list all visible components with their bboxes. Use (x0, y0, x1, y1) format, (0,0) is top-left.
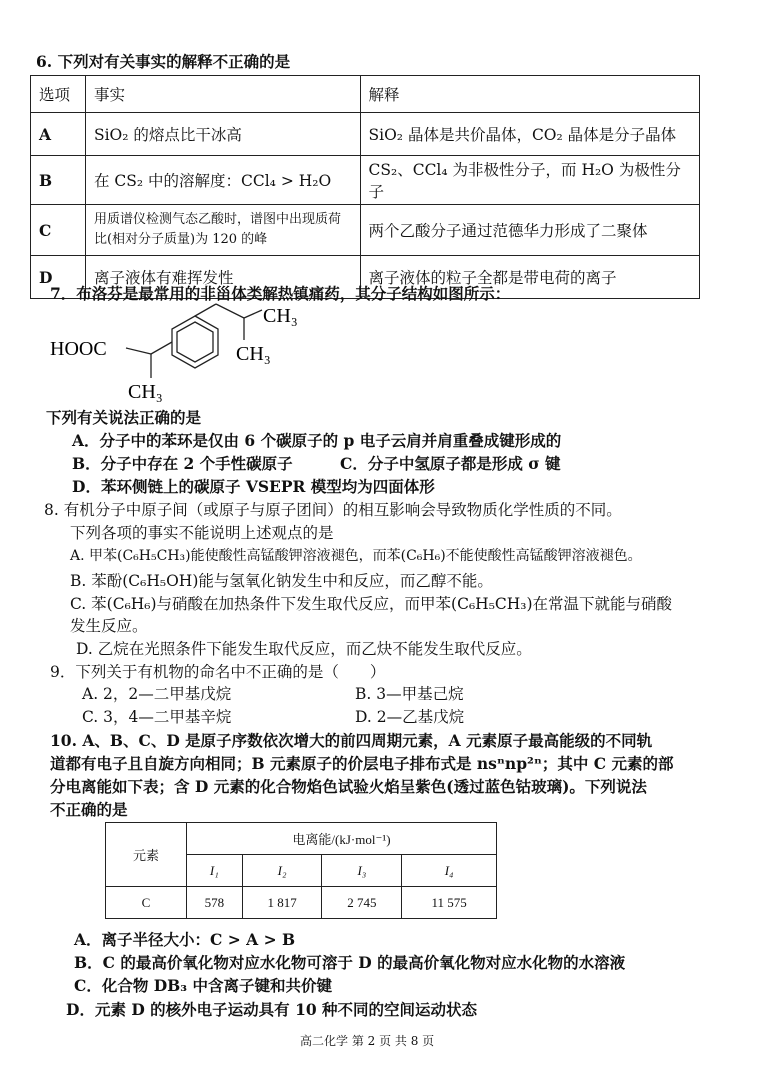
q6-row-explanation: CS₂、CCl₄ 为非极性分子，而 H₂O 为极性分子 (360, 156, 699, 205)
q8-stem-line1: 8. 有机分子中原子间（或原子与原子团间）的相互影响会导致物质化学性质的不同。 (44, 501, 622, 519)
q9-stem: 9．下列关于有机物的命名中不正确的是（ ） (50, 663, 386, 681)
q10-stem-line1: 10. A、B、C、D 是原子序数依次增大的前四周期元素，A 元素原子最高能级的不同轨 (50, 731, 653, 750)
ionization-energy-header: 电离能/(kJ·mol⁻¹) (187, 823, 497, 855)
q6-row-option: A (31, 113, 86, 156)
q6-row-explanation: 两个乙酸分子通过范德华力形成了二聚体 (360, 205, 699, 256)
q6-table (30, 75, 700, 299)
q6-header-fact: 事实 (85, 76, 360, 113)
q10-stem-line3: 分电离能如下表；含 D 元素的化合物焰色试验火焰呈紫色(透过蓝色钴玻璃)。下列说法 (50, 777, 647, 796)
q6-row-fact: SiO₂ 的熔点比干冰高 (85, 113, 360, 156)
i3-header: I₃ (322, 855, 402, 887)
hooc-label: HOOC (50, 338, 107, 360)
table-row (31, 156, 700, 205)
q7-option-a: A．分子中的苯环是仅由 6 个碳原子的 p 电子云肩并肩重叠成键形成的 (72, 431, 562, 450)
q9-option-c: C. 3，4—二甲基辛烷 (82, 708, 232, 726)
i1-header: I₁ (187, 855, 243, 887)
q6-header-explanation: 解释 (360, 76, 699, 113)
q10-stem-line4: 不正确的是 (50, 800, 128, 819)
q6-row-fact: 离子液体有难挥发性 (85, 256, 360, 299)
q6-row-fact: 在 CS₂ 中的溶解度：CCl₄ > H₂O (85, 156, 360, 205)
ibuprofen-structure (48, 300, 308, 404)
page-footer: 高二化学 第 2 页 共 8 页 (300, 1034, 435, 1048)
i2-header: I₂ (242, 855, 322, 887)
q9-option-b: B. 3—甲基己烷 (355, 685, 464, 703)
q10-option-b: B．C 的最高价氧化物对应水化物可溶于 D 的最高价氧化物对应水化物的水溶液 (74, 953, 626, 972)
q8-option-c-line1: C. 苯(C₆H₆)与硝酸在加热条件下发生取代反应，而甲苯(C₆H₅CH₃)在常温下就能与硝酸 (70, 595, 673, 613)
element-c-label: C (106, 887, 187, 919)
i2-value: 1 817 (242, 887, 322, 919)
table-row (106, 887, 497, 919)
element-header: 元素 (106, 823, 187, 887)
q6-row-option: D (31, 256, 86, 299)
ch3-mid-label: CH₃ (236, 343, 271, 365)
q8-option-b: B. 苯酚(C₆H₅OH)能与氢氧化钠发生中和反应，而乙醇不能。 (70, 572, 493, 590)
table-row (31, 205, 700, 256)
q6-row-explanation: 离子液体的粒子全都是带电荷的离子 (360, 256, 699, 299)
q6-title: 6. 下列对有关事实的解释不正确的是 (36, 52, 291, 71)
ch3-bottom-label: CH₃ (128, 381, 163, 403)
q10-stem-line2: 道都有电子且自旋方向相同；B 元素原子的价层电子排布式是 nsⁿnp²ⁿ；其中 C 元素的部 (50, 754, 674, 773)
q7-option-b: B．分子中存在 2 个手性碳原子 (72, 454, 293, 473)
q6-row-option: B (31, 156, 86, 205)
q8-option-c-line2: 发生反应。 (70, 617, 148, 635)
i4-header: I₄ (402, 855, 497, 887)
q8-stem-line2: 下列各项的事实不能说明上述观点的是 (70, 524, 334, 542)
q8-option-d: D. 乙烷在光照条件下能发生取代反应，而乙炔不能发生取代反应。 (76, 640, 532, 658)
q9-option-d: D. 2—乙基戊烷 (355, 708, 465, 726)
q6-row-fact: 用质谱仪检测气态乙酸时，谱图中出现质荷比(相对分子质量)为 120 的峰 (85, 205, 360, 256)
i3-value: 2 745 (322, 887, 402, 919)
q9-option-a: A. 2，2—二甲基戊烷 (82, 685, 232, 703)
q7-question: 下列有关说法正确的是 (46, 408, 202, 427)
table-row (106, 823, 497, 855)
q7-stem: 7．布洛芬是最常用的非甾体类解热镇痛药，其分子结构如图所示： (50, 284, 511, 303)
i1-value: 578 (187, 887, 243, 919)
ionization-energy-table (105, 822, 497, 919)
q10-option-c: C．化合物 DB₃ 中含离子键和共价键 (74, 976, 332, 995)
q6-row-option: C (31, 205, 86, 256)
q7-option-d: D．苯环侧链上的碳原子 VSEPR 模型均为四面体形 (72, 477, 435, 496)
ch3-top-label: CH₃ (263, 305, 298, 327)
q7-option-c: C．分子中氢原子都是形成 σ 键 (340, 454, 561, 473)
q10-option-a: A．离子半径大小：C > A > B (74, 930, 296, 949)
i4-value: 11 575 (402, 887, 497, 919)
q6-row-explanation: SiO₂ 晶体是共价晶体，CO₂ 晶体是分子晶体 (360, 113, 699, 156)
q6-header-row (31, 76, 700, 113)
q10-option-d: D．元素 D 的核外电子运动具有 10 种不同的空间运动状态 (66, 1000, 478, 1019)
q6-header-option: 选项 (31, 76, 86, 113)
table-row (31, 113, 700, 156)
q8-option-a: A. 甲苯(C₆H₅CH₃)能使酸性高锰酸钾溶液褪色，而苯(C₆H₆)不能使酸性高锰酸钾溶液褪色。 (70, 548, 642, 564)
